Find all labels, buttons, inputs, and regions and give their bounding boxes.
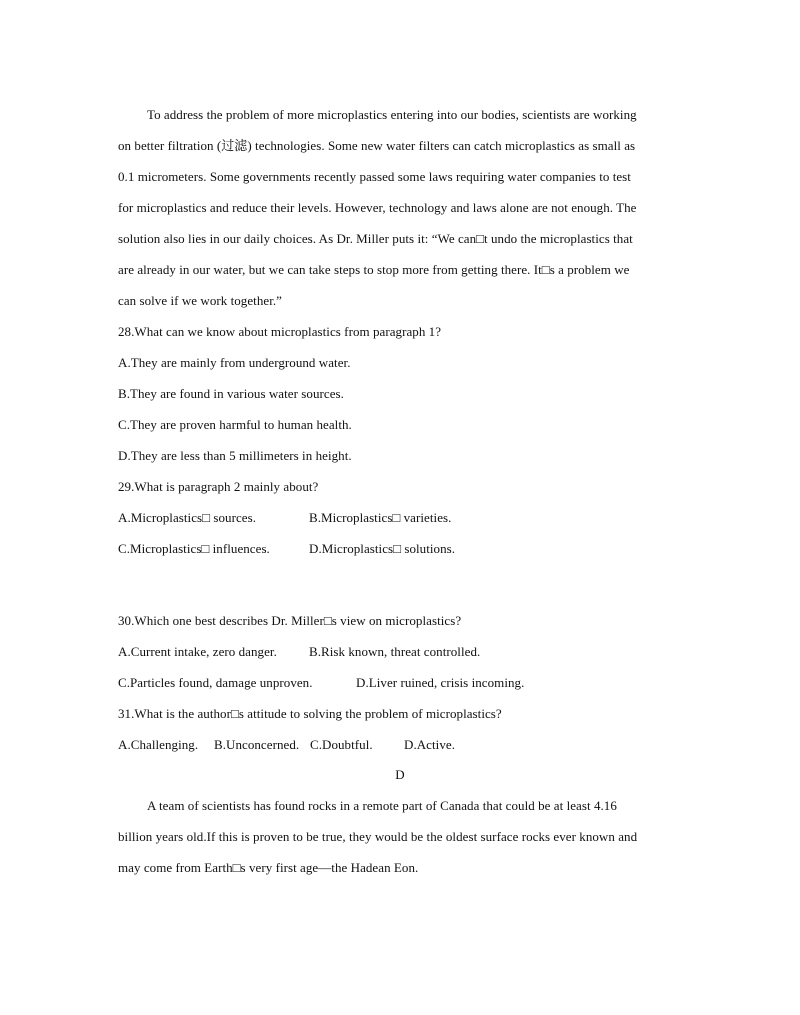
paragraph-line: can solve if we work together.” xyxy=(118,293,282,308)
option-d: D.Microplastics□ solutions. xyxy=(309,541,456,556)
paragraph-line: billion years old.If this is proven to be true, they would be the oldest surface rocks ever known and xyxy=(118,829,638,844)
question-text: 31.What is the author□s attitude to solving the problem of microplastics? xyxy=(118,706,502,721)
option-a: A.They are mainly from underground water. xyxy=(118,355,351,370)
paragraph-line: solution also lies in our daily choices. As Dr. Miller puts it: “We can□t undo the microplastics that xyxy=(118,231,633,246)
option-b: B.Risk known, threat controlled. xyxy=(309,644,481,659)
option-a: A.Microplastics□ sources. xyxy=(118,510,256,525)
option-d: D.They are less than 5 millimeters in height. xyxy=(118,448,352,463)
option-a: A.Current intake, zero danger. xyxy=(118,644,277,659)
options-row xyxy=(118,644,481,660)
paragraph-line: 0.1 micrometers. Some governments recently passed some laws requiring water companies to test xyxy=(118,169,631,184)
paragraph-line: To address the problem of more microplastics entering into our bodies, scientists are working xyxy=(147,107,637,122)
option-b: B.Unconcerned. xyxy=(214,737,300,752)
section-heading-d: D xyxy=(395,767,405,782)
paragraph-line: A team of scientists has found rocks in a remote part of Canada that could be at least 4.16 xyxy=(147,798,617,813)
option-d: D.Liver ruined, crisis incoming. xyxy=(356,675,525,690)
paragraph-line: for microplastics and reduce their levels. However, technology and laws alone are not enough. The xyxy=(118,200,637,215)
options-row xyxy=(118,675,525,691)
paragraph-line: on better filtration (过滤) technologies. Some new water filters can catch microplastics as small as xyxy=(118,138,636,153)
option-c: C.Microplastics□ influences. xyxy=(118,541,270,556)
option-d: D.Active. xyxy=(404,737,455,752)
option-c: C.Doubtful. xyxy=(310,737,373,752)
options-row xyxy=(118,541,456,557)
option-b: B.They are found in various water sources. xyxy=(118,386,344,401)
question-text: 29.What is paragraph 2 mainly about? xyxy=(118,479,319,494)
option-c: C.Particles found, damage unproven. xyxy=(118,675,313,690)
option-b: B.Microplastics□ varieties. xyxy=(309,510,452,525)
paragraph-line: are already in our water, but we can take steps to stop more from getting there. It□s a problem we xyxy=(118,262,630,277)
options-row xyxy=(118,737,455,753)
options-row xyxy=(118,510,452,526)
paragraph-line: may come from Earth□s very first age—the Hadean Eon. xyxy=(118,860,419,875)
option-c: C.They are proven harmful to human health. xyxy=(118,417,352,432)
option-a: A.Challenging. xyxy=(118,737,199,752)
question-text: 30.Which one best describes Dr. Miller□s view on microplastics? xyxy=(118,613,462,628)
question-text: 28.What can we know about microplastics from paragraph 1? xyxy=(118,324,442,339)
